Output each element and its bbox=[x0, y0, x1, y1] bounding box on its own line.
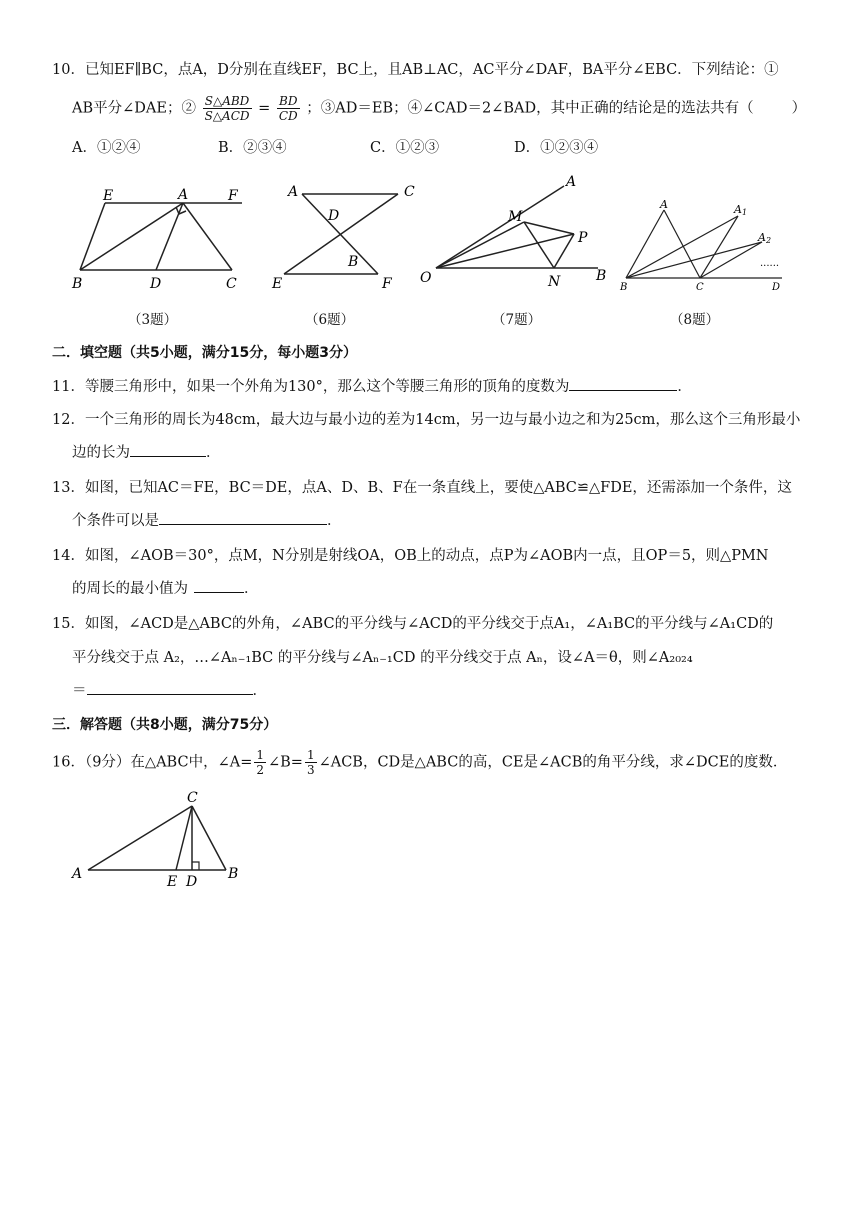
fig8-label-a1: A1 bbox=[734, 203, 748, 217]
q11-answer-blank[interactable] bbox=[569, 376, 677, 391]
fig8-label-d: D bbox=[772, 282, 781, 293]
fig6-label-c: C bbox=[404, 184, 415, 200]
q12-line2: 边的长为 ． bbox=[72, 442, 221, 463]
q13-line2: 个条件可以是 ． bbox=[72, 510, 342, 531]
fig7-label-m: M bbox=[508, 209, 523, 225]
fig8-label-b: B bbox=[620, 282, 628, 293]
caption-fig8: （8题） bbox=[670, 312, 720, 328]
q13-answer-blank[interactable] bbox=[159, 510, 327, 525]
fig8-label-c: C bbox=[696, 282, 704, 293]
q16-label-b: B bbox=[228, 866, 239, 882]
q15-line3: ＝ ． bbox=[72, 680, 267, 701]
q14-answer-blank[interactable] bbox=[194, 578, 244, 593]
q14-line2: 的周长的最小值为 ． bbox=[72, 578, 259, 599]
section-3-heading: 三．解答题（共8小题，满分75分） bbox=[52, 717, 278, 733]
fig6-label-f: F bbox=[382, 276, 392, 292]
fig6-label-a: A bbox=[288, 184, 299, 200]
fig8-label-a: A bbox=[660, 198, 668, 211]
caption-fig3: （3题） bbox=[128, 312, 178, 328]
fig6-label-b: B bbox=[348, 254, 359, 270]
q15-line1: 15．如图，∠ACD是△ABC的外角，∠ABC的平分线与∠ACD的平分线交于点A₁，∠A₁BC的平分线与∠A₁CD的 bbox=[52, 616, 774, 632]
figure-7 bbox=[416, 170, 616, 300]
q15-answer-blank[interactable] bbox=[87, 680, 253, 695]
figure-6 bbox=[270, 178, 430, 298]
fig7-label-a: A bbox=[566, 174, 577, 190]
option-a: A．①②④ bbox=[72, 140, 141, 156]
q10-line1 bbox=[52, 60, 779, 80]
fig3-label-c: C bbox=[226, 276, 237, 292]
fig6-label-e: E bbox=[272, 276, 283, 292]
q13-line1: 13．如图，已知AC＝FE，BC＝DE，点A、D、B、F在一条直线上，要使△ABC≌△FDE，还需添加一个条件，这 bbox=[52, 480, 792, 496]
fig8-label-a2: A2 bbox=[758, 231, 772, 245]
q14-line1: 14．如图，∠AOB＝30°，点M，N分别是射线OA，OB上的动点，点P为∠AOB内一点，且OP＝5，则△PMN bbox=[52, 548, 769, 564]
caption-fig6: （6题） bbox=[305, 312, 355, 328]
fig3-label-f: F bbox=[228, 188, 238, 204]
caption-fig7: （7题） bbox=[492, 312, 542, 328]
fig3-label-b: B bbox=[72, 276, 83, 292]
fig3-label-a: A bbox=[178, 187, 189, 203]
q16: 16．（9分）在△ABC中，∠A= $\frac{1}{2}$ ∠B= $\frac{1}{3}$ ∠ACB，CD是△ABC的高，CE是∠ACB的角平分线，求∠DCE的度数． bbox=[52, 748, 788, 777]
option-d: D．①②③④ bbox=[514, 140, 599, 156]
fig7-label-o: O bbox=[420, 270, 432, 286]
fig3-label-e: E bbox=[103, 188, 114, 204]
figure-3 bbox=[60, 178, 260, 298]
q16-label-d: D bbox=[186, 874, 198, 890]
q16-label-e: E bbox=[167, 874, 178, 890]
q10-number: 10． bbox=[52, 62, 85, 78]
option-c: C．①②③ bbox=[370, 140, 440, 156]
q16-label-c: C bbox=[187, 790, 198, 806]
fig3-label-d: D bbox=[150, 276, 162, 292]
q10-stem: 已知EF∥BC，点A，D分别在直线EF，BC上，且AB⊥AC，AC平分∠DAF，BA平分∠EBC．下列结论：① bbox=[84, 62, 779, 78]
figure-q16 bbox=[66, 790, 256, 890]
fig7-label-n: N bbox=[548, 274, 561, 290]
q16-fraction-third: $\frac{1}{3}$ bbox=[306, 748, 315, 777]
q12-answer-blank[interactable] bbox=[130, 442, 206, 457]
q16-label-a: A bbox=[72, 866, 83, 882]
q10-conclusion-rest: ；③AD＝EB；④∠CAD＝2∠BAD，其中正确的结论是的选法共有（ bbox=[306, 100, 754, 117]
q16-fraction-half: $\frac{1}{2}$ bbox=[256, 748, 264, 777]
fig8-dots: ...... bbox=[760, 258, 780, 269]
section-2-heading: 二．填空题（共5小题，满分15分，每小题3分） bbox=[52, 345, 357, 361]
q15-line2: 平分线交于点 A₂，…∠Aₙ₋₁BC 的平分线与∠Aₙ₋₁CD 的平分线交于点 Aₙ，设∠A＝θ，则∠A₂₀₂₄ bbox=[72, 650, 693, 666]
option-b: B．②③④ bbox=[218, 140, 287, 156]
q10-line2: AB平分∠DAE；② $\frac{\text{S△ABD}}{\text{S△ACD}}$ = $\frac{BD}{CD}$ ；③AD＝EB；④∠CAD＝2∠BAD，其中正确的结论是的选法共有（ ） bbox=[72, 94, 807, 123]
q11: 11．等腰三角形中，如果一个外角为130°，那么这个等腰三角形的顶角的度数为 ． bbox=[52, 376, 692, 397]
q12-line1: 12．一个三角形的周长为48cm，最大边与最小边的差为14cm，另一边与最小边之和为25cm，那么这个三角形最小 bbox=[52, 412, 801, 428]
fig7-label-b: B bbox=[596, 268, 607, 284]
q10-area-fraction: $\frac{\text{S△ABD}}{\text{S△ACD}}$ bbox=[204, 94, 250, 123]
fig6-label-d: D bbox=[328, 208, 340, 224]
q10-ratio-fraction: $\frac{BD}{CD}$ bbox=[278, 94, 298, 123]
q10-conclusion-1: AB平分∠DAE；② bbox=[72, 100, 196, 117]
fig7-label-p: P bbox=[578, 230, 588, 246]
figure-8 bbox=[618, 196, 794, 300]
